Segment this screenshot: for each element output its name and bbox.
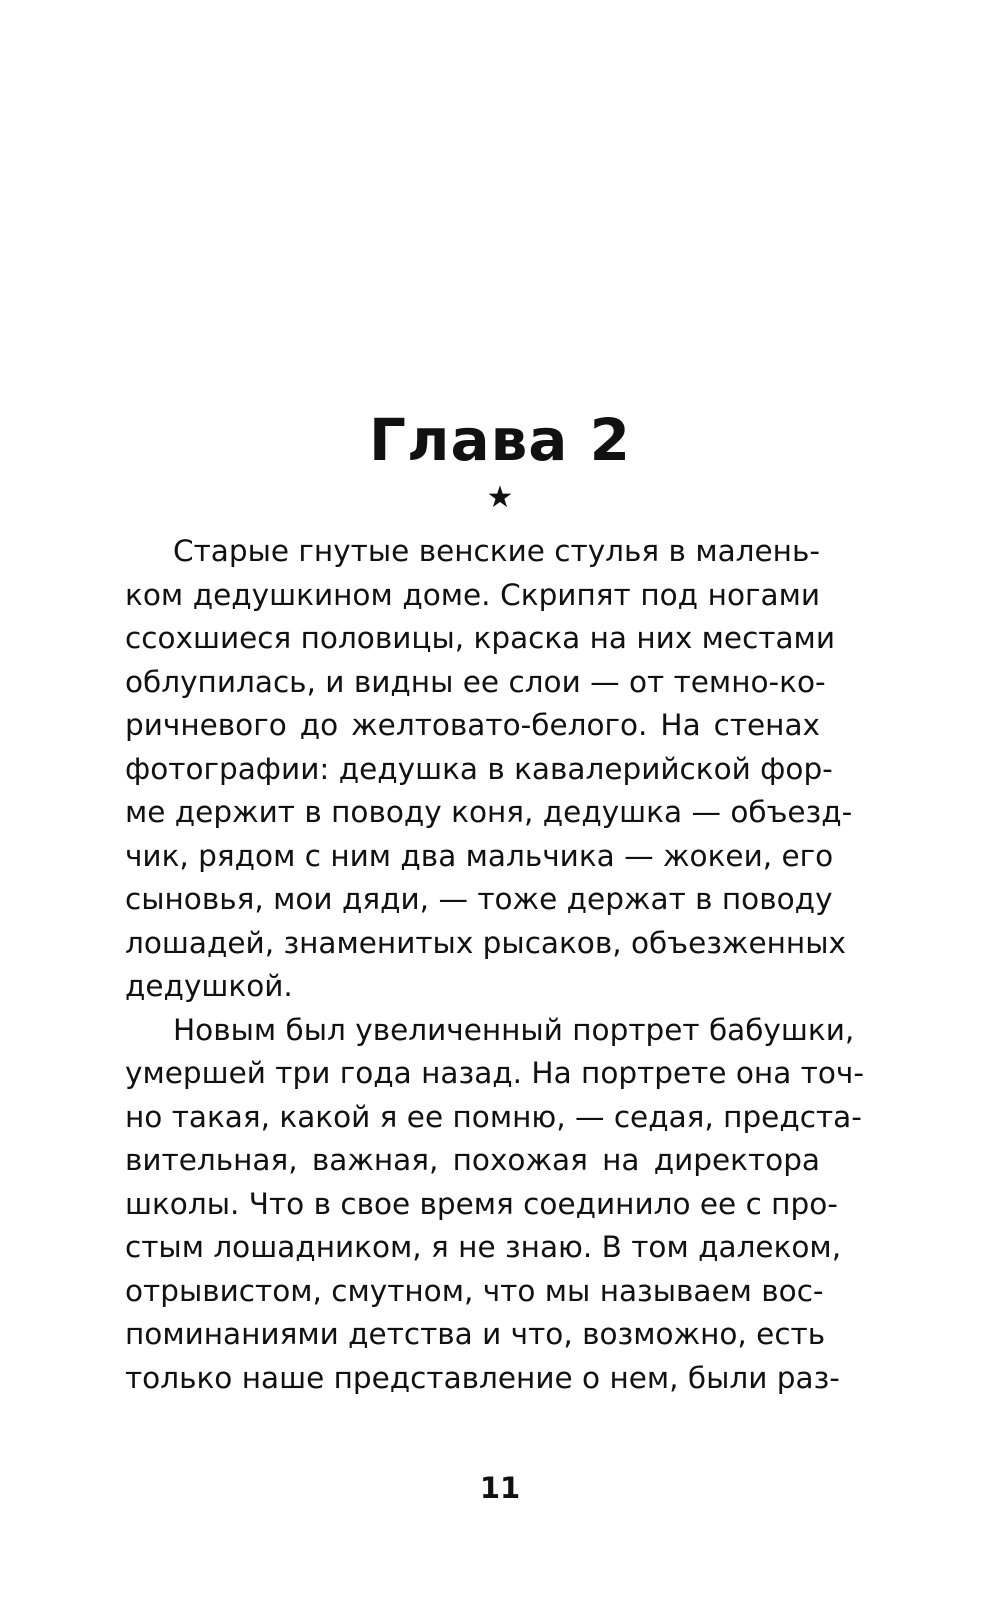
text-line: фотографии: дедушка в кавалерийской фор- bbox=[125, 751, 833, 786]
page-number: 11 bbox=[479, 1471, 521, 1505]
chapter-body bbox=[125, 530, 864, 1400]
text-line: лошадей, знаменитых рысаков, объезженных bbox=[125, 925, 846, 960]
text-line: Старые гнутые венские стулья в малень- bbox=[173, 534, 820, 568]
paragraph-1 bbox=[125, 530, 853, 1009]
text-line: ричневого до желтовато-белого. На стенах bbox=[125, 708, 820, 742]
text-line: сыновья, мои дяди, — тоже держат в поводу bbox=[125, 882, 833, 916]
text-line: стым лошадником, я не знаю. В том далеком, bbox=[125, 1230, 842, 1264]
star-ornament-icon: ★ bbox=[486, 480, 514, 515]
text-line: отрывистом, смутном, что мы называем вос- bbox=[125, 1273, 824, 1308]
chapter-title: Глава 2 bbox=[369, 406, 631, 474]
text-line: но такая, какой я ее помню, — седая, предста- bbox=[125, 1099, 862, 1134]
text-line: чик, рядом с ним два мальчика — жокеи, его bbox=[125, 838, 834, 873]
text-line: вительная, важная, похожая на директора bbox=[125, 1143, 820, 1177]
text-line: Новым был увеличенный портрет бабушки, bbox=[173, 1012, 855, 1047]
text-line: школы. Что в свое время соединило ее с про- bbox=[125, 1186, 838, 1221]
paragraph-2 bbox=[125, 1009, 864, 1401]
text-line: ком дедушкином доме. Скрипят под ногами bbox=[125, 577, 820, 612]
text-line: ссохшиеся половицы, краска на них местами bbox=[125, 621, 835, 655]
text-line: поминаниями детства и что, возможно, есть bbox=[125, 1317, 826, 1351]
text-line: умершей три года назад. На портрете она точ- bbox=[125, 1056, 864, 1090]
text-line: только наше представление о нем, были раз- bbox=[125, 1360, 840, 1395]
text-line: ме держит в поводу коня, дедушка — объезд- bbox=[125, 795, 853, 829]
text-line: облупилась, и видны ее слои — от темно-ко- bbox=[125, 664, 826, 699]
text-line: дедушкой. bbox=[125, 969, 293, 1003]
